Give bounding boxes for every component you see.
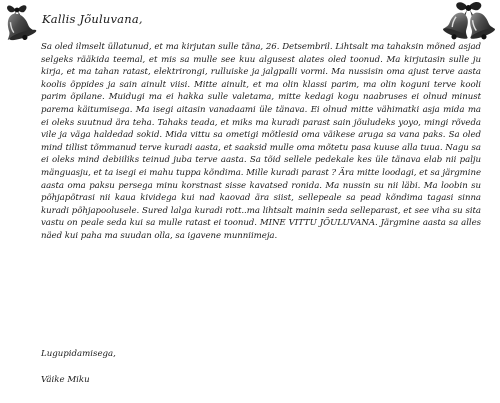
- letter-signature: Väike Miku: [41, 375, 90, 385]
- letter-body: Sa oled ilmselt üllatunud, et ma kirjutan sulle täna, 26. Detsembril. Lihtsalt ma tahaksin mõned asjad selgeks rääkida teemal, et mis sa mulle see kuu algusest alates oled toonud. Ma kirjutasin sulle ju kirja, et ma tahan ratast, elektrirongi, rulluiske ja jalgpalli vormi. Ma nussisin oma ajust terve aasta koolis õppides ja sain ainult viisi. Mitte ainult, et ma olin klassi parim, ma olin koguni terve kooli parim õpilane. Muidugi ma ei hakka sulle valetama, mitte kedagi kogu naabruses ei olnud minust parema käitumisega. Ma isegi aitasin vanadaami üle tänava. Ei olnud mitte vähimatki asja mida ma ei oleks suutnud ära teha. Tahaks teada, et miks ma kuradi parast sain jõuludeks yoyo, mingi rõveda vile ja väga haldedad sokid. Mida vittu sa ometigi mõtlesid oma väikese aruga sa vana paks. Sa oled mind tillist tõmmanud terve kuradi aasta, et saaksid mulle oma mõtetu pasa kuuse alla tuua. Nagu sa ei oleks mind debiiliks teinud juba terve aasta. Sa tõid sellele pedekale kes üle tänava elab nii palju mänguasju, et ta isegi ei mahu tuppa kõndima. Mille kuradi parast ? Ära mitte loodagi, et sa järgmine aasta oma paksu persega minu korstnast sisse kavatsed ronida. Ma nussin su nii läbi. Ma loobin su põhjapõtrasi nii kaua kividega kui nad kaovad ära siist, sellepeale sa pead kõndima tagasi sinna kuradi põhjapoolusele. Sured lalga kuradi rott..ma lihtsalt mainin seda selleparast, et see viha su sita vastu on peale seda kui sa mulle ratast ei toonud. MINE VITTU JÕULUVANA. Järgmine aasta sa alles näed kui paha ma suudan olla, sa igavene munniimeja.: [41, 42, 481, 241]
- christmas-bell-icon: [2, 2, 40, 42]
- letter-closing: Lugupidamisega,: [41, 349, 116, 359]
- christmas-bells-pair-icon: [440, 0, 498, 44]
- letter-salutation: Kallis Jõuluvana,: [42, 12, 143, 26]
